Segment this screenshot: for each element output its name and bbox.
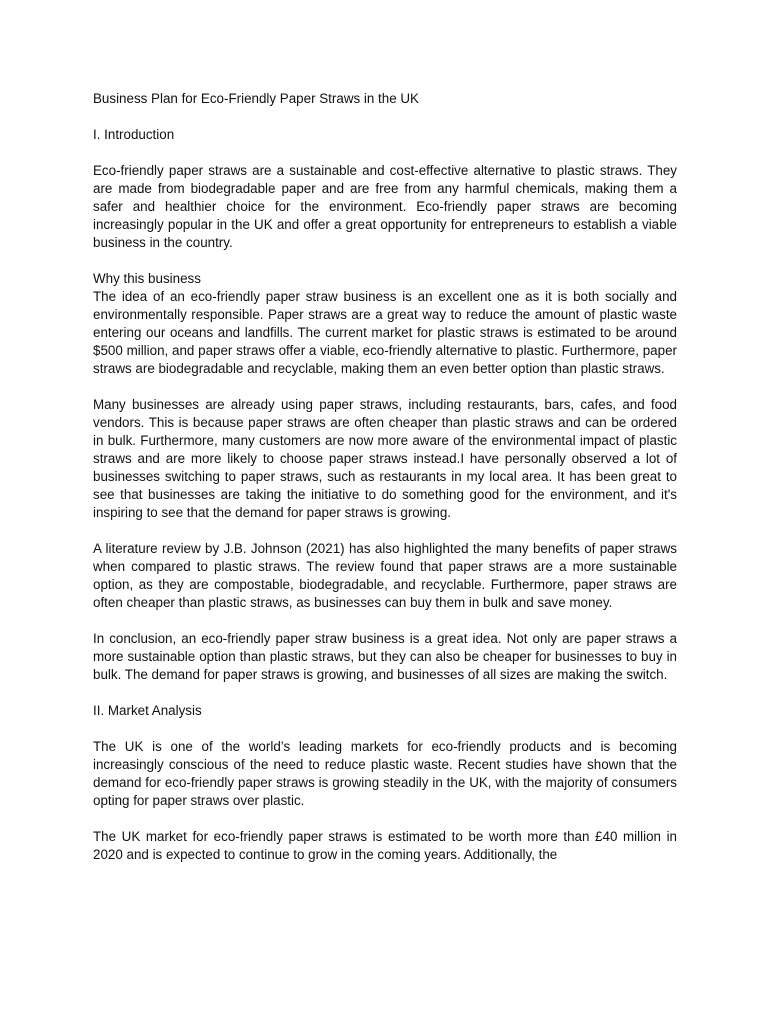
paragraph: A literature review by J.B. Johnson (2021) has also highlighted the many benefits of paper straws when compared to plastic straws. The review found that paper straws are a more sustainable option, as they are compostable, biodegradable, and recyclable. Furthermore, paper straws are often cheaper than plastic straws, as businesses can buy them in bulk and save money. (93, 541, 677, 610)
paragraph: The idea of an eco-friendly paper straw business is an excellent one as it is both socially and environmentally responsible. Paper straws are a great way to reduce the amount of plastic waste entering our oceans and landfills. The current market for plastic straws is estimated to be around $500 million, and paper straws offer a viable, eco-friendly alternative to plastic. Furthermore, paper straws are biodegradable and recyclable, making them an even better option than plastic straws. (93, 289, 677, 376)
section-heading-introduction: I. Introduction (93, 127, 175, 142)
paragraph: The UK market for eco-friendly paper straws is estimated to be worth more than £40 million in 2020 and is expected to continue to grow in the coming years. Additionally, the (93, 829, 677, 862)
paragraph: Many businesses are already using paper straws, including restaurants, bars, cafes, and food vendors. This is because paper straws are often cheaper than plastic straws and can be ordered in bulk. Furthermore, many customers are now more aware of the environmental impact of plastic straws and are more likely to choose paper straws instead.I have personally observed a lot of businesses switching to paper straws, such as restaurants in my local area. It has been great to see that businesses are taking the initiative to do something good for the environment, and it's inspiring to see that the demand for paper straws is growing. (93, 397, 677, 520)
paragraph: In conclusion, an eco-friendly paper straw business is a great idea. Not only are paper straws a more sustainable option than plastic straws, but they can also be cheaper for businesses to buy in bulk. The demand for paper straws is growing, and businesses of all sizes are making the switch. (93, 631, 677, 682)
section-heading-market-analysis: II. Market Analysis (93, 703, 202, 718)
paragraph: The UK is one of the world’s leading markets for eco-friendly products and is becoming increasingly conscious of the need to reduce plastic waste. Recent studies have shown that the demand for eco-friendly paper straws is growing steadily in the UK, with the majority of consumers opting for paper straws over plastic. (93, 739, 677, 808)
paragraph: Eco-friendly paper straws are a sustainable and cost-effective alternative to plastic straws. They are made from biodegradable paper and are free from any harmful chemicals, making them a safer and healthier choice for the environment. Eco-friendly paper straws are becoming increasingly popular in the UK and offer a great opportunity for entrepreneurs to establish a viable business in the country. (93, 163, 677, 250)
document-page (93, 90, 677, 882)
document-title: Business Plan for Eco-Friendly Paper Straws in the UK (93, 91, 419, 106)
subheading-why-this-business: Why this business (93, 271, 201, 286)
